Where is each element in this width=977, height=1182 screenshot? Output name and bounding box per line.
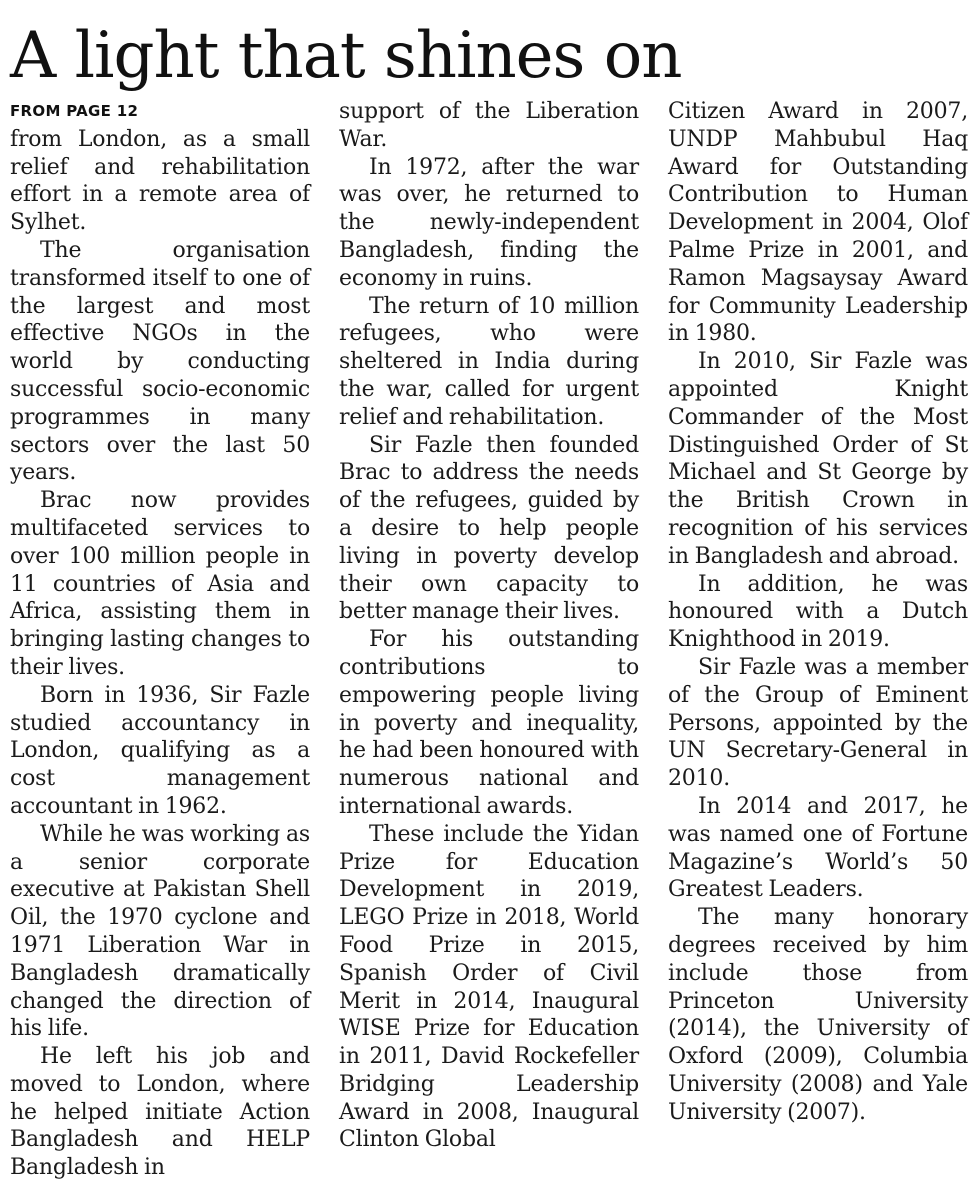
paragraph: Born in 1936, Sir Fazle studied accountancy in London, qualifying as a cost management accountant in 1962.	[10, 682, 310, 819]
paragraph: support of the Liberation War.	[339, 99, 639, 152]
paragraph: In 2014 and 2017, he was named one of Fortune Magazine’s World’s 50 Greatest Leaders.	[668, 793, 968, 903]
paragraph: In 2010, Sir Fazle was appointed Knight Commander of the Most Distinguished Order of St Michael and St George by the British Crown in recognition of his services in Bangladesh and abroad.	[668, 349, 968, 569]
paragraph: In 1972, after the war was over, he returned to the newly-independent Bangladesh, finding the economy in ruins.	[339, 154, 639, 291]
paragraph: He left his job and moved to London, where he helped initiate Action Bangladesh and HELP Bangladesh in	[10, 1044, 310, 1181]
paragraph: Citizen Award in 2007, UNDP Mahbubul Haq Award for Outstanding Contribution to Human Development in 2004, Olof Palme Prize in 2001, and Ramon Magsaysay Award for Community Leadership in 1980.	[668, 99, 968, 347]
paragraph: Sir Fazle was a member of the Group of Eminent Persons, appointed by the UN Secretary-General in 2010.	[668, 654, 968, 792]
paragraph: The return of 10 million refugees, who were sheltered in India during the war, called for urgent relief and rehabilitation.	[339, 293, 639, 430]
column-1	[10, 98, 310, 1181]
column-2	[339, 98, 639, 1153]
paragraph: The many honorary degrees received by him include those from Princeton University (2014), the University of Oxford (2009), Columbia University (2008) and Yale University (2007).	[668, 905, 968, 1125]
paragraph: from London, as a small relief and rehabilitation effort in a remote area of Sylhet.	[10, 126, 310, 236]
paragraph: In addition, he was honoured with a Dutch Knighthood in 2019.	[668, 571, 968, 653]
paragraph: The organisation transformed itself to one of the largest and most effective NGOs in the world by conducting successful socio-economic programmes in many sectors over the last 50 years.	[10, 237, 310, 486]
article-body	[10, 98, 968, 1181]
headline: A light that shines on	[10, 19, 682, 93]
paragraph: While he was working as a senior corporate executive at Pakistan Shell Oil, the 1970 cyclone and 1971 Liberation War in Bangladesh dramatically changed the direction of his life.	[10, 821, 310, 1042]
continued-from-label: FROM PAGE 12	[10, 102, 139, 120]
column-3	[668, 98, 968, 1134]
paragraph: For his outstanding contributions to empowering people living in poverty and inequality, he had been honoured with numerous national and international awards.	[339, 627, 639, 819]
paragraph: Sir Fazle then founded Brac to address the needs of the refugees, guided by a desire to help people living in poverty develop their own capacity to better manage their lives.	[339, 432, 639, 625]
paragraph: These include the Yidan Prize for Education Development in 2019, LEGO Prize in 2018, World Food Prize in 2015, Spanish Order of Civil Merit in 2014, Inaugural WISE Prize for Education in 2011, David Rockefeller Bridging Leadership Award in 2008, Inaugural Clinton Global	[339, 821, 639, 1153]
paragraph: Brac now provides multifaceted services to over 100 million people in 11 countries of Asia and Africa, assisting them in bringing lasting changes to their lives.	[10, 488, 310, 680]
